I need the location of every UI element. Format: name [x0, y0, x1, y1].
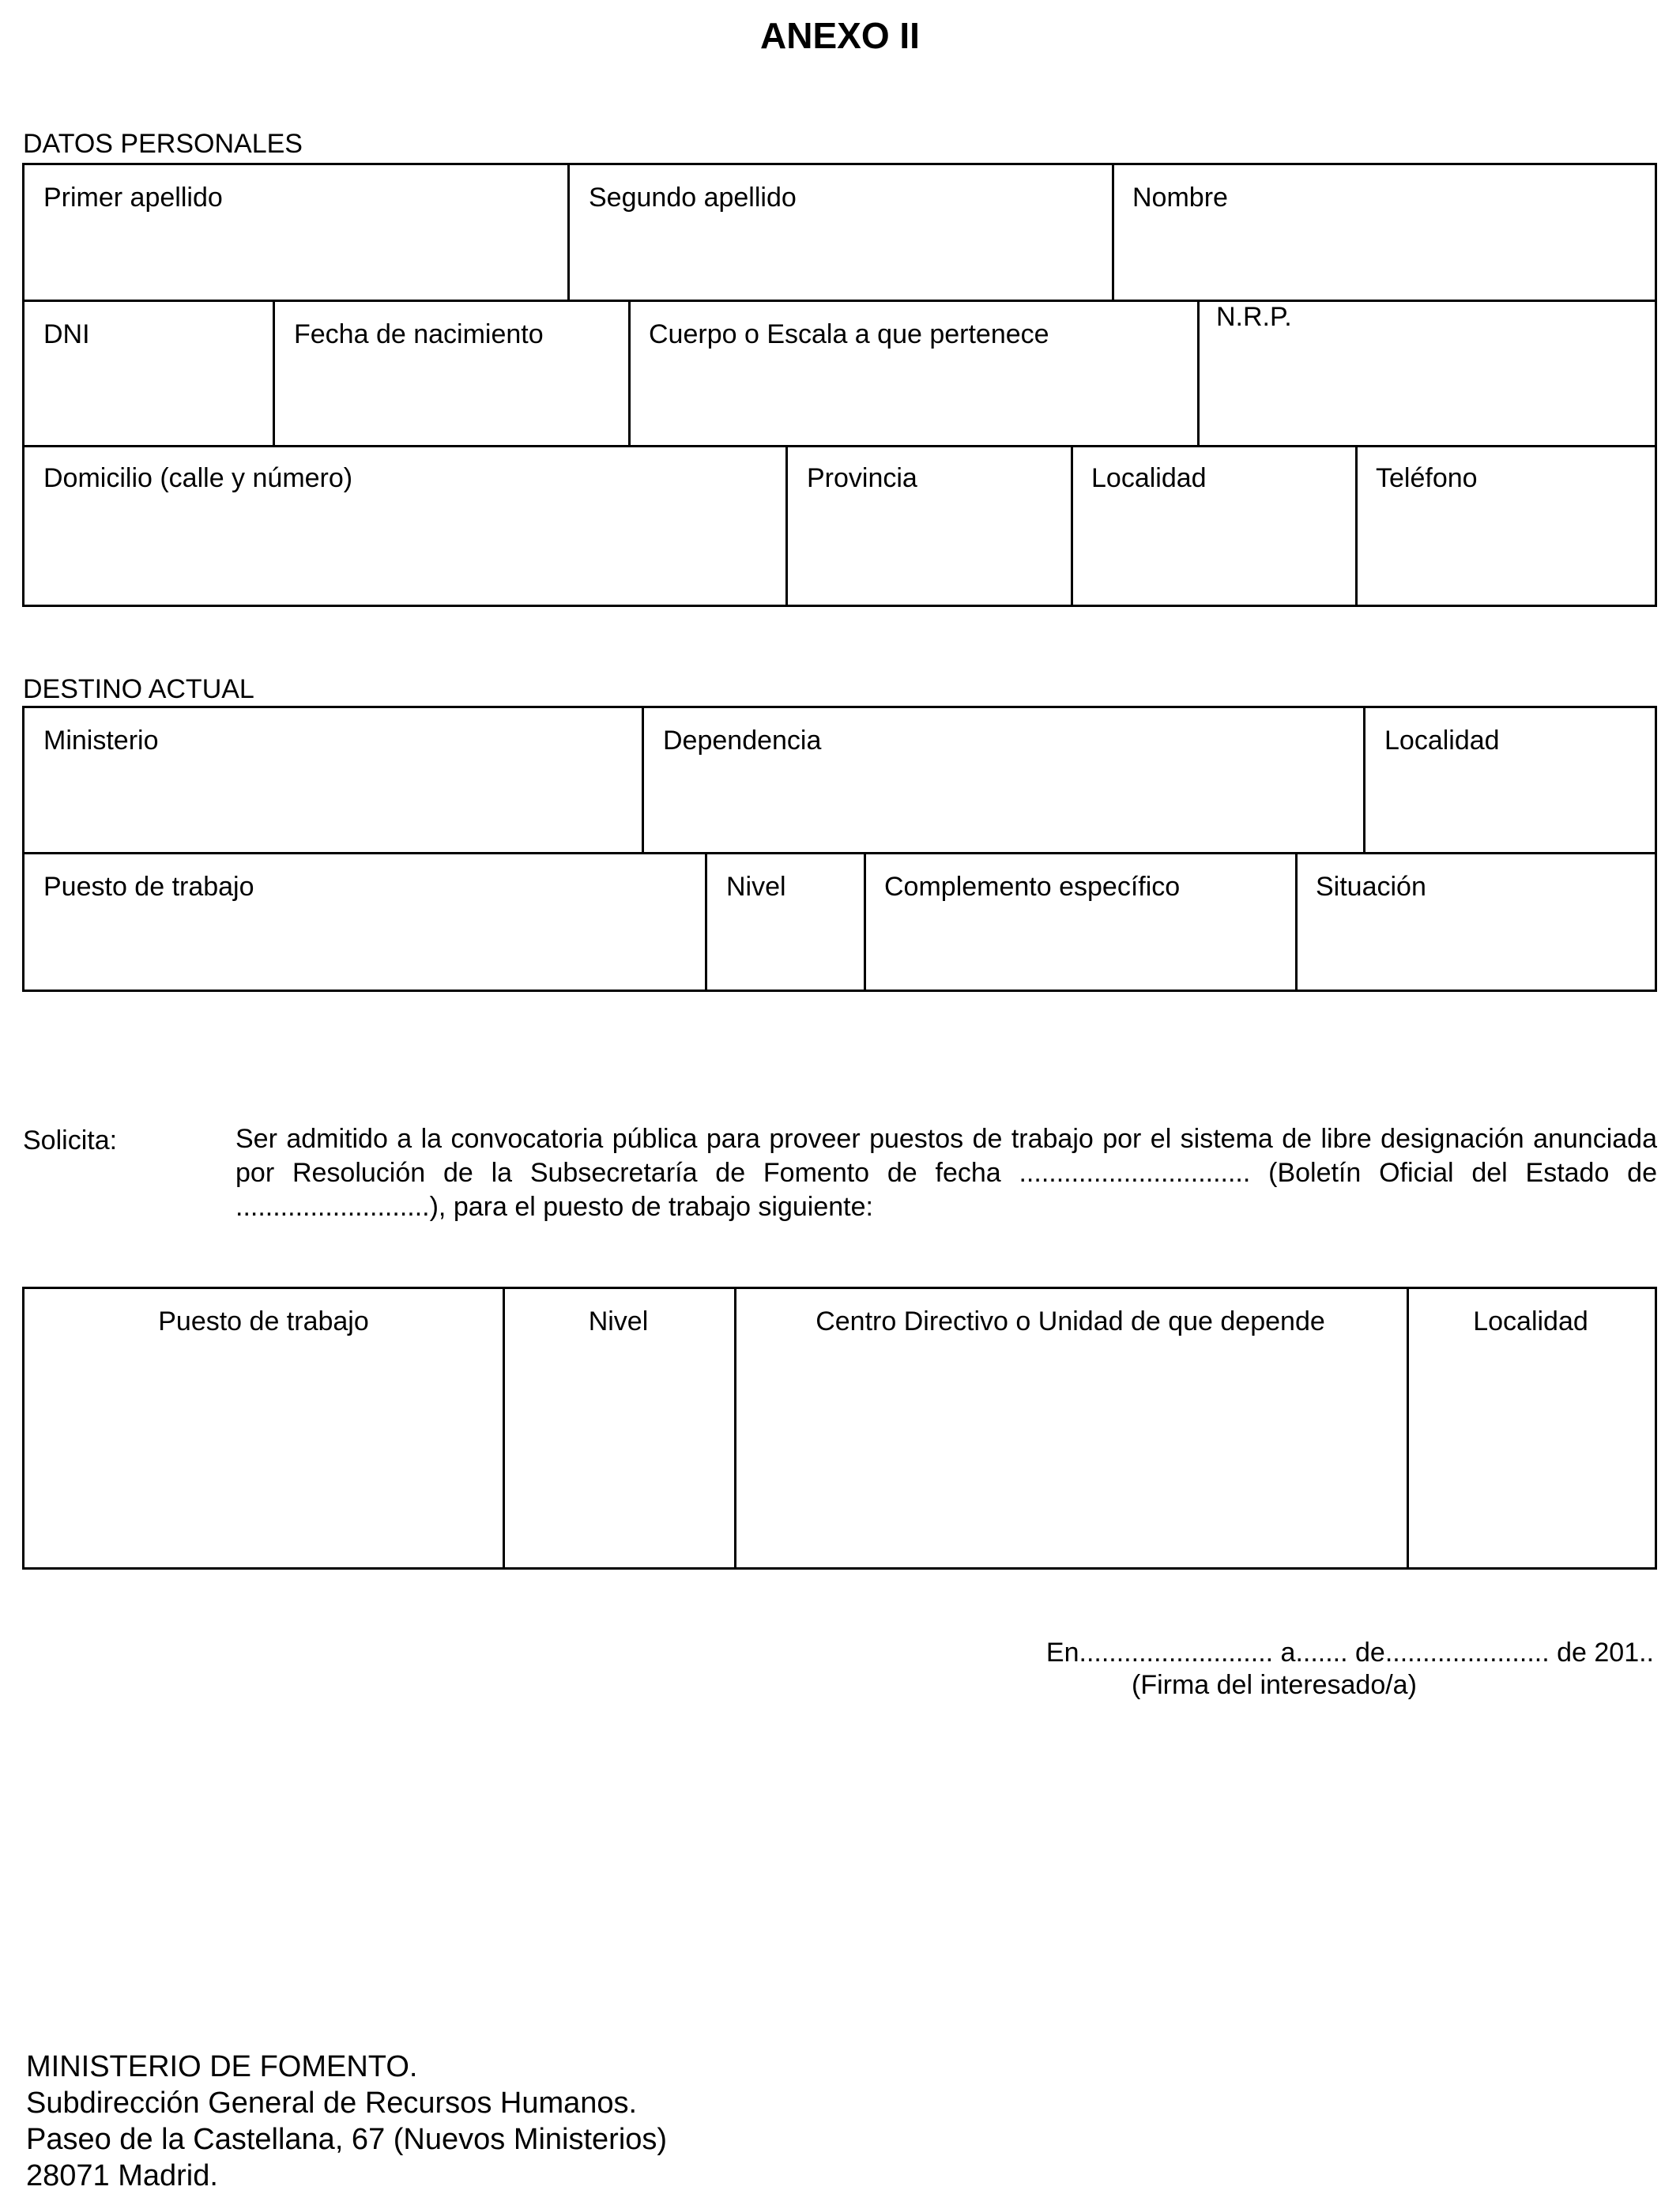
field-complemento-especifico[interactable]: Complemento específico — [884, 872, 1181, 902]
input-nivel[interactable] — [505, 1352, 734, 1567]
destino-actual-table — [22, 706, 1657, 992]
input-localidad[interactable] — [1409, 1352, 1655, 1567]
field-localidad-destino[interactable]: Localidad — [1384, 726, 1500, 756]
footer-line-subdireccion: Subdirección General de Recursos Humanos. — [26, 2087, 638, 2120]
field-domicilio[interactable]: Domicilio (calle y número) — [43, 463, 353, 493]
footer-address — [26, 2049, 667, 2194]
field-dependencia[interactable]: Dependencia — [663, 726, 822, 756]
header-centro-directivo: Centro Directivo o Unidad de que depende — [816, 1306, 1325, 1336]
field-ministerio[interactable]: Ministerio — [43, 726, 159, 756]
datos-personales-table — [22, 163, 1657, 607]
destino-row-2 — [24, 852, 1655, 992]
footer-line-ministerio: MINISTERIO DE FOMENTO. — [26, 2050, 418, 2083]
section-label-destino-actual: DESTINO ACTUAL — [23, 674, 254, 704]
signature-date-line[interactable]: En.......................... a....... de...................... de 201.. — [1045, 1638, 1654, 1668]
field-cuerpo-escala[interactable]: Cuerpo o Escala a que pertenece — [649, 319, 1049, 349]
field-segundo-apellido[interactable]: Segundo apellido — [589, 183, 797, 213]
datos-row-2 — [24, 300, 1655, 447]
field-nrp[interactable]: N.R.P. — [1216, 302, 1292, 332]
field-dni[interactable]: DNI — [43, 319, 90, 349]
field-puesto-trabajo-actual[interactable]: Puesto de trabajo — [43, 872, 254, 902]
solicita-text: Ser admitido a la convocatoria pública para proveer puestos de trabajo por el sistema de libre designación anunciada por Resolución de la Subsecretaría de Fomento de fecha ............................... (Boletín Oficial del Estado de ..........................), para el puesto de trabajo siguiente: — [235, 1124, 1657, 1222]
puesto-solicitado-table — [22, 1287, 1657, 1570]
datos-row-3 — [24, 445, 1655, 607]
datos-row-1 — [24, 165, 1655, 300]
input-centro-directivo[interactable] — [736, 1352, 1407, 1567]
header-localidad: Localidad — [1473, 1306, 1588, 1336]
field-situacion[interactable]: Situación — [1316, 872, 1426, 902]
input-puesto-trabajo[interactable] — [24, 1352, 503, 1567]
section-label-datos-personales: DATOS PERSONALES — [23, 129, 303, 159]
field-localidad[interactable]: Localidad — [1091, 463, 1207, 493]
field-fecha-nacimiento[interactable]: Fecha de nacimiento — [294, 319, 544, 349]
header-puesto-trabajo: Puesto de trabajo — [158, 1306, 369, 1336]
footer-line-ciudad: 28071 Madrid. — [26, 2159, 218, 2192]
signature-caption: (Firma del interesado/a) — [1132, 1670, 1417, 1700]
field-nombre[interactable]: Nombre — [1132, 183, 1228, 213]
solicita-label: Solicita: — [23, 1125, 118, 1155]
field-telefono[interactable]: Teléfono — [1376, 463, 1478, 493]
destino-row-1 — [24, 708, 1655, 852]
field-primer-apellido[interactable]: Primer apellido — [43, 183, 223, 213]
header-nivel: Nivel — [588, 1306, 649, 1336]
page-title: ANEXO II — [760, 15, 920, 56]
footer-line-direccion: Paseo de la Castellana, 67 (Nuevos Ministerios) — [26, 2123, 668, 2156]
field-provincia[interactable]: Provincia — [807, 463, 917, 493]
field-nivel-actual[interactable]: Nivel — [726, 872, 786, 902]
